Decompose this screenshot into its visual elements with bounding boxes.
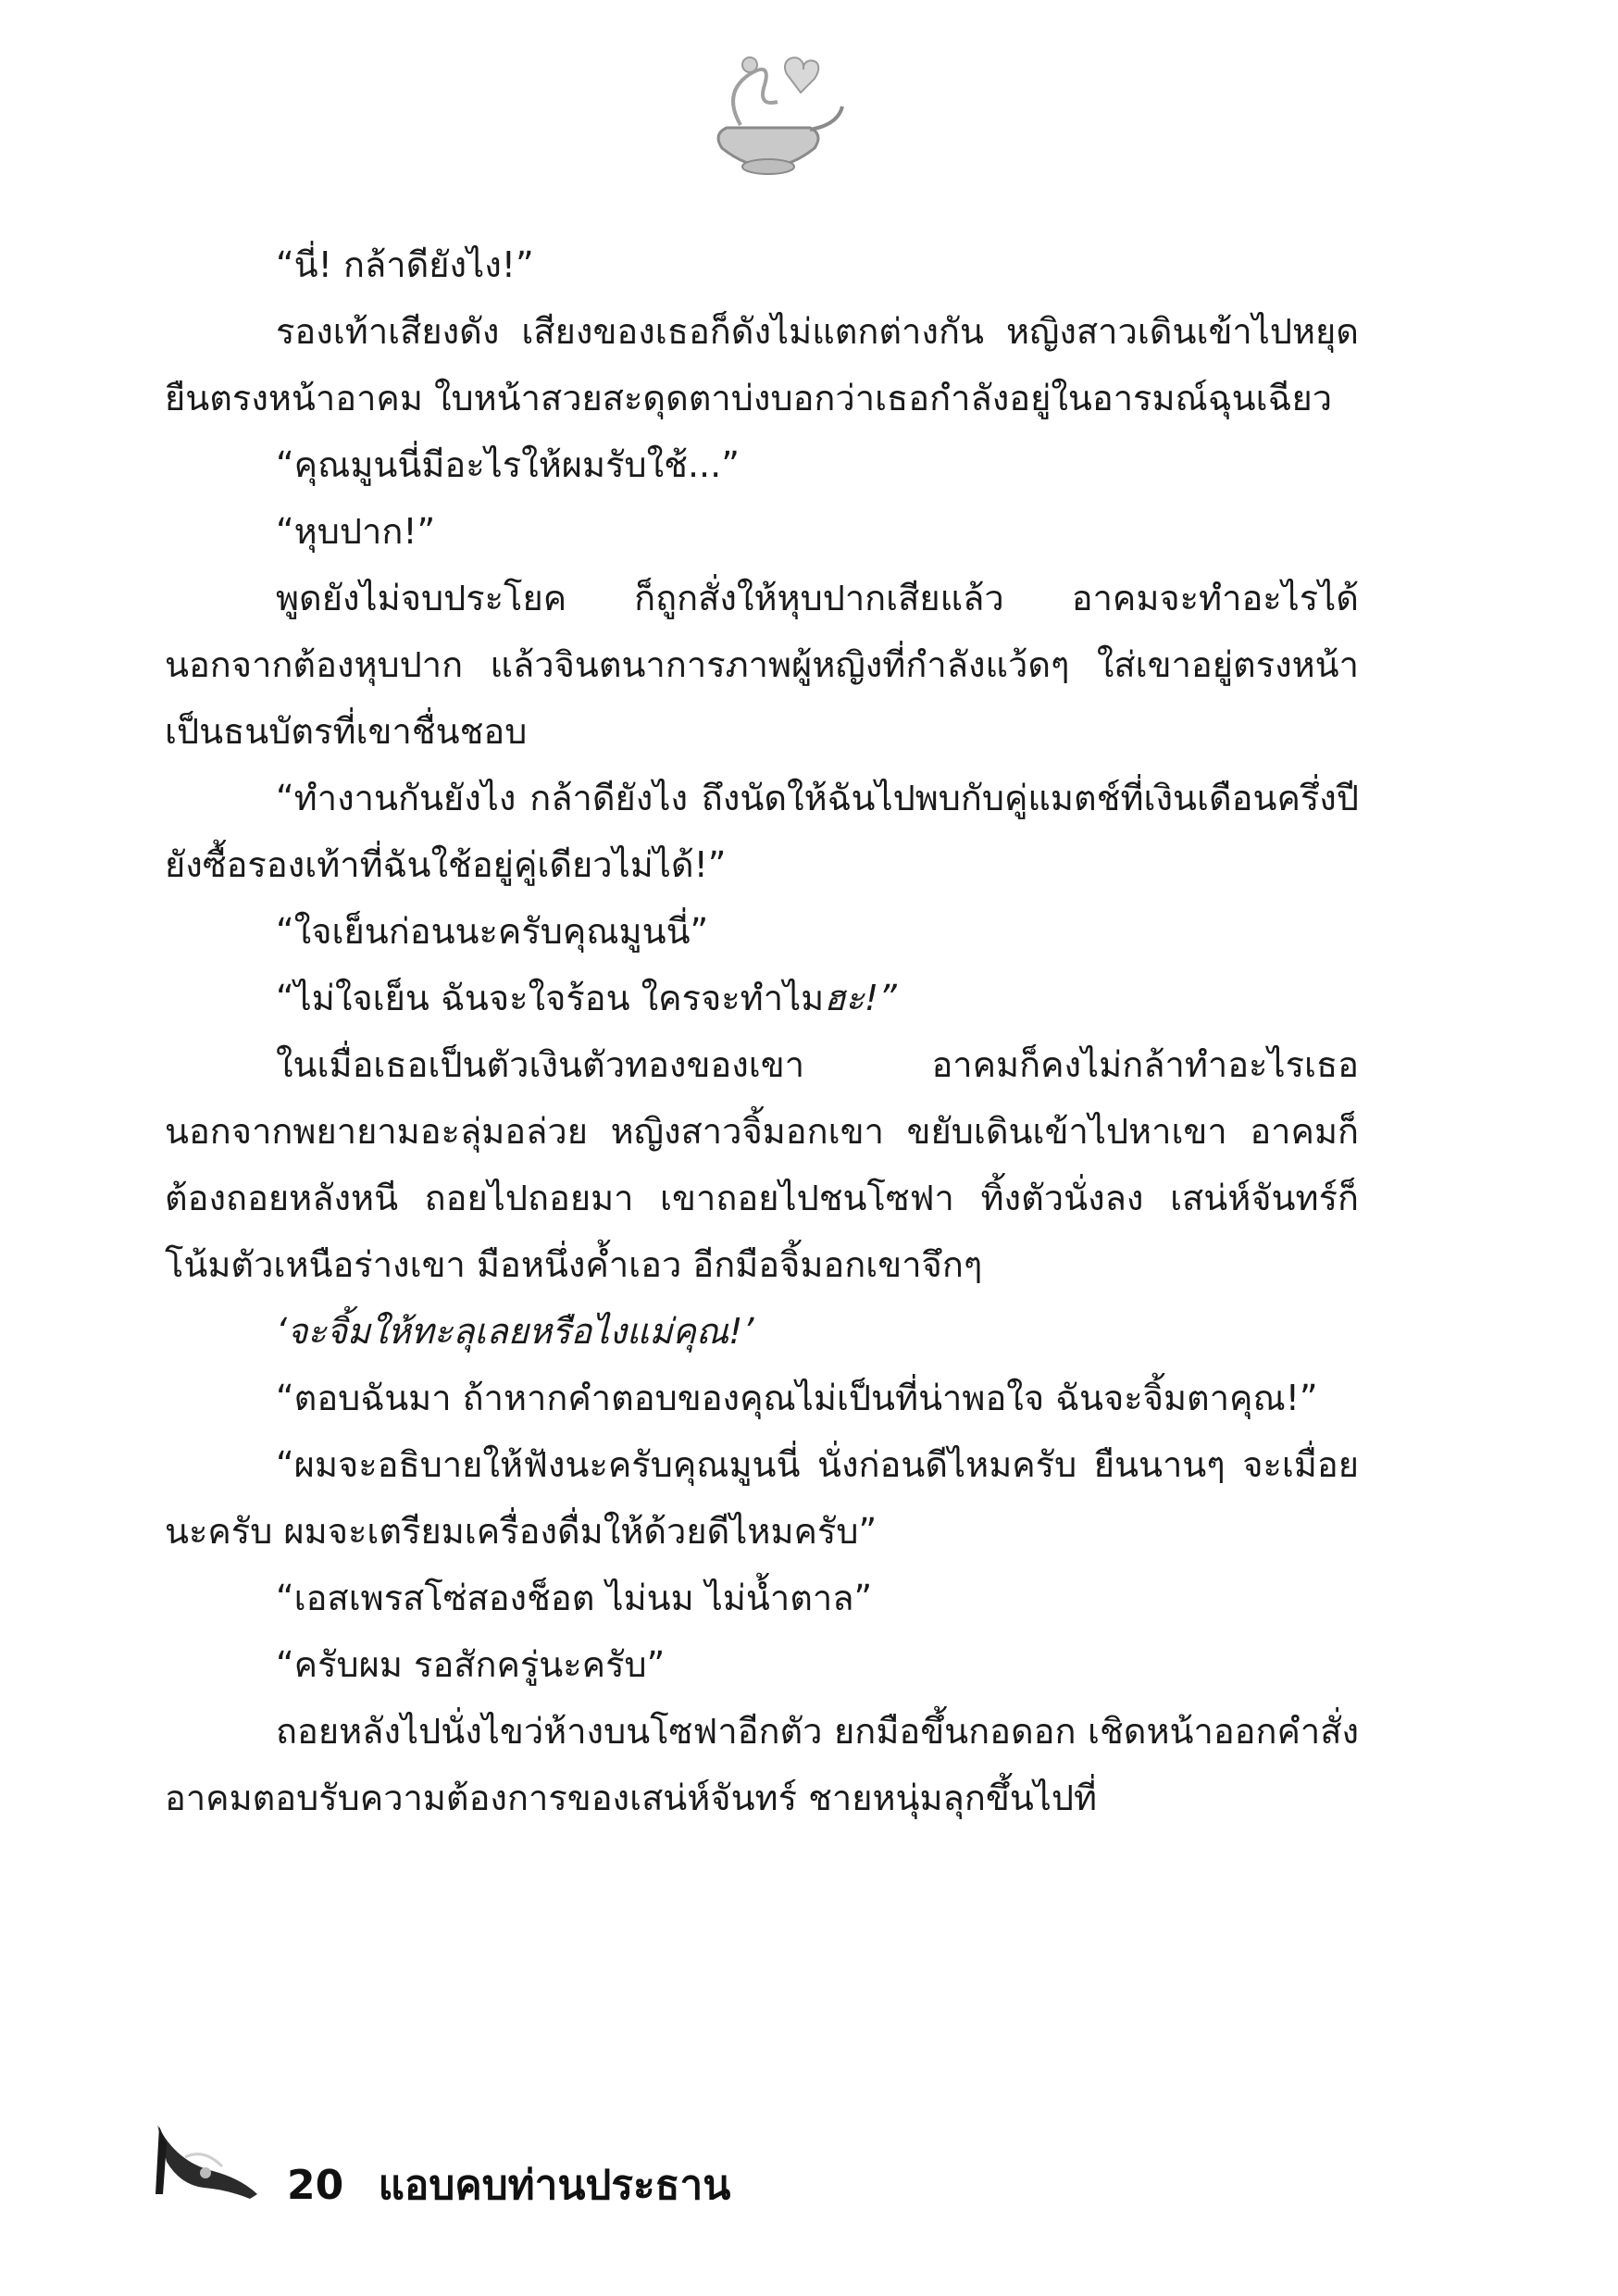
paragraph: “ทำงานกันยังไง กล้าดียังไง ถึงนัดให้ฉันไปพบกับคู่แมตช์ที่เงินเดือนครึ่งปียังซื้อรองเท้าที่ฉันใช้อยู่คู่เดียวไม่ได้!” — [165, 778, 1359, 885]
paragraph: รองเท้าเสียงดัง เสียงของเธอก็ดังไม่แตกต่างกัน หญิงสาวเดินเข้าไปหยุดยืนตรงหน้าอาคม ใบหน้าสวยสะดุดตาบ่งบอกว่าเธอกำลังอยู่ในอารมณ์ฉุนเฉียว — [165, 311, 1359, 418]
book-title: แอบคบท่านประธาน — [378, 2162, 731, 2209]
page-footer — [287, 2152, 730, 2217]
page-number: 20 — [287, 2162, 344, 2209]
paragraph: “ตอบฉันมา ถ้าหากคำตอบของคุณไม่เป็นที่น่าพอใจ ฉันจะจิ้มตาคุณ!” — [276, 1378, 1318, 1418]
paragraph: ‘จะจิ้มให้ทะลุเลยหรือไงแม่คุณ!’ — [276, 1311, 754, 1352]
genie-lamp-icon — [685, 37, 852, 194]
paragraph: ในเมื่อเธอเป็นตัวเงินตัวทองของเขา อาคมก็คงไม่กล้าทำอะไรเธอนอกจากพยายามอะลุ่มอล่วย หญิงสาวจิ้มอกเขา ขยับเดินเข้าไปหาเขา อาคมก็ต้องถอยหลังหนี ถอยไปถอยมา เขาถอยไปชนโซฟา ทิ้งตัวนั่งลง เสน่ห์จันทร์ก็โน้มตัวเหนือร่างเขา มือหนึ่งค้ำเอว อีกมือจิ้มอกเขาจึกๆ — [165, 1044, 1359, 1285]
paragraph: “ผมจะอธิบายให้ฟังนะครับคุณมูนนี่ นั่งก่อนดีไหมครับ ยืนนานๆ จะเมื่อยนะครับ ผมจะเตรียมเครื่องดื่มให้ด้วยดีไหมครับ” — [165, 1444, 1359, 1552]
paragraph: “ครับผม รอสักครู่นะครับ” — [276, 1644, 666, 1685]
paragraph: พูดยังไม่จบประโยค ก็ถูกสั่งให้หุบปากเสียแล้ว อาคมจะทำอะไรได้นอกจากต้องหุบปาก แล้วจินตนาการภาพผู้หญิงที่กำลังแว้ดๆ ใส่เขาอยู่ตรงหน้าเป็นธนบัตรที่เขาชื่นชอบ — [165, 578, 1359, 752]
body-text — [165, 231, 1359, 1831]
paragraph: “ใจเย็นก่อนนะครับคุณมูนนี่” — [276, 911, 709, 952]
high-heel-shoe-icon — [148, 2106, 268, 2208]
paragraph: “คุณมูนนี่มีอะไรให้ผมรับใช้...” — [276, 444, 740, 485]
paragraph: ถอยหลังไปนั่งไขว่ห้างบนโซฟาอีกตัว ยกมือขึ้นกอดอก เชิดหน้าออกคำสั่ง อาคมตอบรับความต้องการของเสน่ห์จันทร์ ชายหนุ่มลุกขึ้นไปที่ — [165, 1711, 1359, 1818]
paragraph: “เอสเพรสโซ่สองช็อต ไม่นม ไม่น้ำตาล” — [276, 1578, 873, 1618]
paragraph: “หุบปาก!” — [276, 511, 436, 552]
paragraph: “ไม่ใจเย็น ฉันจะใจร้อน ใครจะทำไมฮะ!” — [276, 978, 897, 1018]
paragraph: “นี่! กล้าดียังไง!” — [276, 244, 534, 285]
